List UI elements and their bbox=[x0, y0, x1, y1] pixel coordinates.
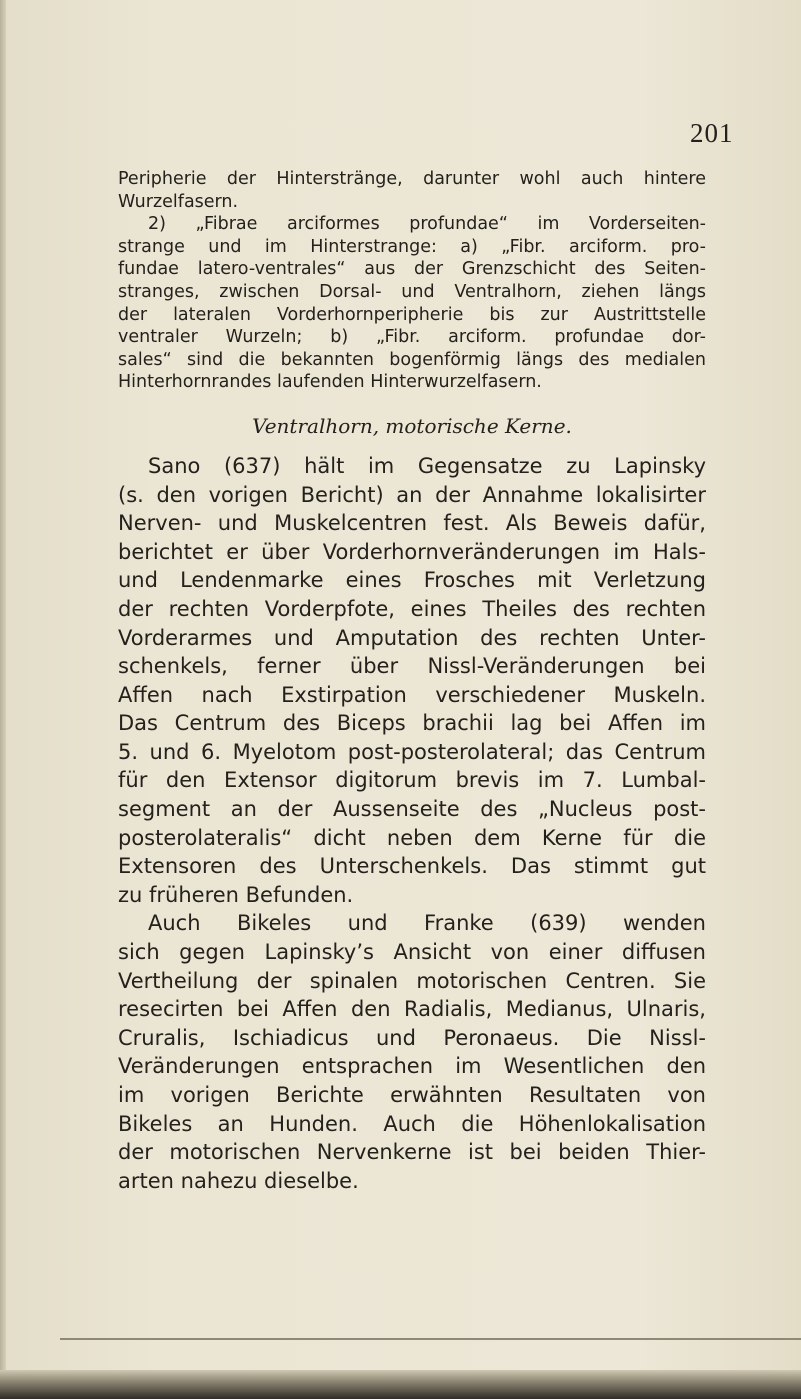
text-line: Affen nach Exstirpation verschiedener Muskeln. bbox=[118, 682, 706, 707]
text-line: Das Centrum des Biceps brachii lag bei Affen im bbox=[118, 711, 706, 736]
paragraph-bikeles-franke bbox=[118, 909, 706, 1195]
text-line: sales“ sind die bekannten bogenförmig längs des medialen bbox=[118, 349, 706, 370]
text-line: strange und im Hinterstrange: a) „Fibr. arciform. pro- bbox=[118, 236, 706, 257]
text-line: Nerven- und Muskelcentren fest. Als Beweis dafür, bbox=[118, 511, 706, 536]
text-line: Vorderarmes und Amputation des rechten Unter- bbox=[118, 625, 706, 650]
text-line: Vertheilung der spinalen motorischen Centren. Sie bbox=[118, 968, 706, 993]
text-line: Auch Bikeles und Franke (639) wenden bbox=[148, 911, 706, 936]
text-line: berichtet er über Vorderhornveränderungen im Hals- bbox=[118, 539, 706, 564]
text-line: 5. und 6. Myelotom post-posterolateral; das Centrum bbox=[118, 739, 706, 764]
text-line: der rechten Vorderpfote, eines Theiles des rechten bbox=[118, 596, 706, 621]
page-gutter-shadow bbox=[0, 0, 6, 1399]
paragraph-fibrae-arciformes bbox=[118, 213, 706, 394]
text-line: segment an der Aussenseite des „Nucleus post- bbox=[118, 797, 706, 822]
text-line: Sano (637) hält im Gegensatze zu Lapinsky bbox=[148, 453, 706, 478]
paragraph-hinterstraenge bbox=[118, 168, 706, 213]
text-line: und Lendenmarke eines Frosches mit Verletzung bbox=[118, 568, 706, 593]
page-bottom-shadow bbox=[0, 1370, 801, 1399]
text-line: Cruralis, Ischiadicus und Peronaeus. Die Nissl- bbox=[118, 1025, 706, 1050]
text-line: der lateralen Vorderhornperipherie bis zur Austrittstelle bbox=[118, 304, 706, 325]
text-line: Veränderungen entsprachen im Wesentlichen den bbox=[118, 1054, 706, 1079]
text-line: Wurzelfasern. bbox=[118, 191, 239, 212]
text-line: Peripherie der Hinterstränge, darunter wohl auch hintere bbox=[118, 169, 706, 189]
text-line: schenkels, ferner über Nissl-Veränderungen bei bbox=[118, 654, 706, 679]
text-line: Bikeles an Hunden. Auch die Höhenlokalisation bbox=[118, 1111, 706, 1136]
text-line: ventraler Wurzeln; b) „Fibr. arciform. profundae dor- bbox=[118, 327, 706, 348]
text-line: sich gegen Lapinsky’s Ansicht von einer diffusen bbox=[118, 940, 706, 965]
text-line: fundae latero-ventrales“ aus der Grenzschicht des Seiten- bbox=[118, 259, 706, 280]
text-line: resecirten bei Affen den Radialis, Medianus, Ulnaris, bbox=[118, 997, 706, 1022]
paragraph-sano bbox=[118, 452, 706, 910]
section-heading: Ventralhorn, motorische Kerne. bbox=[252, 413, 572, 438]
text-line: posterolateralis“ dicht neben dem Kerne für die bbox=[118, 825, 706, 850]
text-line: zu früheren Befunden. bbox=[118, 882, 354, 907]
text-line: für den Extensor digitorum brevis im 7. Lumbal- bbox=[118, 768, 706, 793]
text-line: arten nahezu dieselbe. bbox=[118, 1168, 359, 1193]
page-edge-line bbox=[60, 1338, 801, 1340]
text-body bbox=[118, 168, 706, 1195]
text-line: der motorischen Nervenkerne ist bei beiden Thier- bbox=[118, 1140, 706, 1165]
text-line: im vorigen Berichte erwähnten Resultaten von bbox=[118, 1083, 706, 1107]
text-line: 2) „Fibrae arciformes profundae“ im Vorderseiten- bbox=[148, 214, 706, 235]
text-line: stranges, zwischen Dorsal- und Ventralhorn, ziehen längs bbox=[118, 281, 706, 302]
text-line: Extensoren des Unterschenkels. Das stimmt gut bbox=[118, 854, 706, 879]
text-line: Hinterhornrandes laufenden Hinterwurzelfasern. bbox=[118, 372, 542, 393]
text-line: (s. den vorigen Bericht) an der Annahme lokalisirter bbox=[118, 482, 706, 507]
page-number: 201 bbox=[690, 118, 734, 148]
